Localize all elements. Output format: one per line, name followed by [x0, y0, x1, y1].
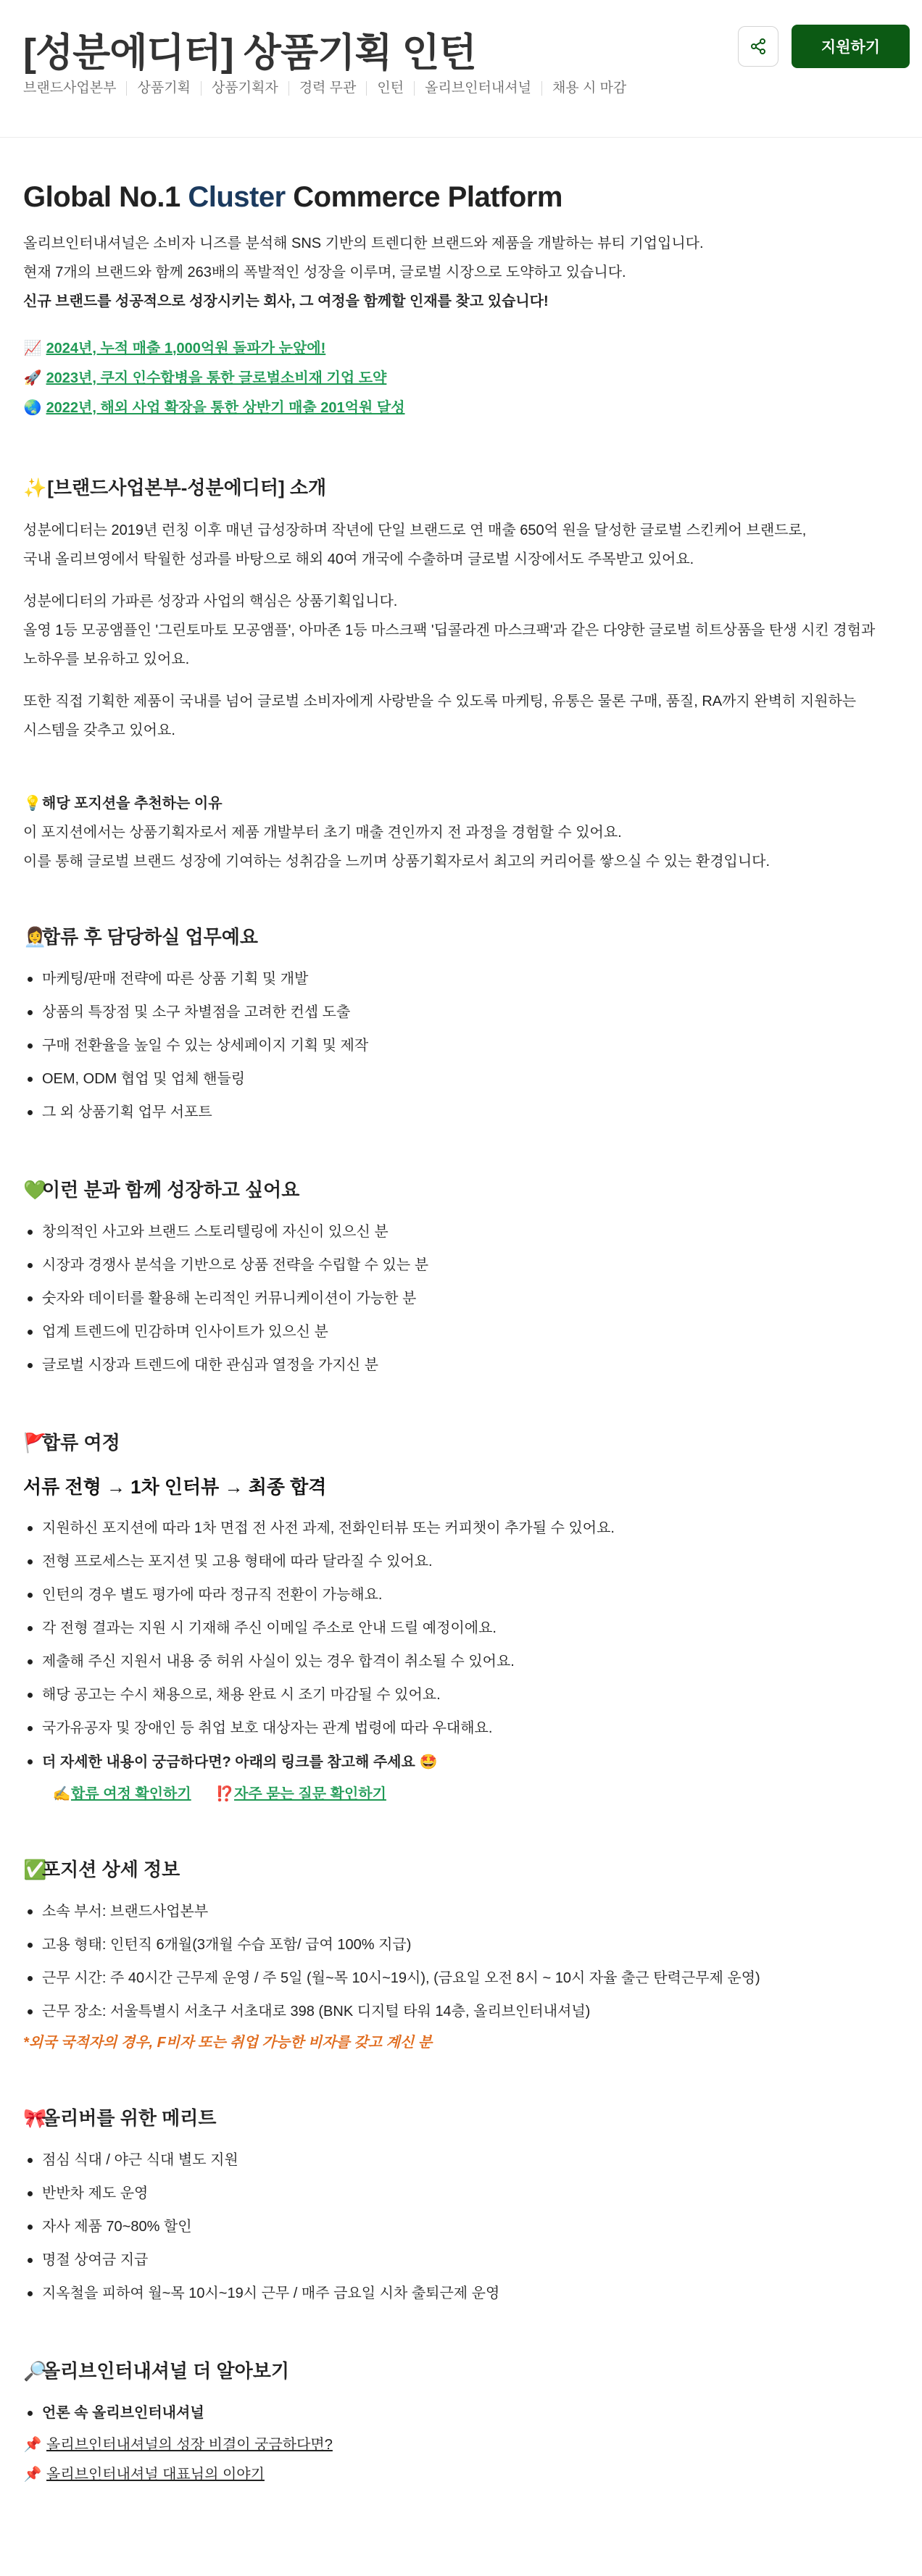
grow-heading: [23, 1175, 900, 1205]
about-text: 시스템을 갖추고 있어요.: [23, 722, 175, 738]
about-text: 또한 직접 기획한 제품이 국내를 넘어 글로벌 소비자에게 사랑받을 수 있도록 마케팅, 유통은 물론 구매, 품질, RA까지 완벽히 지원하는: [23, 693, 857, 709]
recommend-text: 이 포지션에서는 상품기획자로서 제품 개발부터 초기 매출 견인까지 전 과정을 경험할 수 있어요.: [23, 825, 622, 841]
list-item: OEM, ODM 협업 및 업체 핸들링: [23, 1062, 900, 1096]
intro-heading-after: Commerce Platform: [285, 181, 562, 213]
list-item: 글로벌 시장과 트렌드에 대한 관심과 열정을 가지신 분: [23, 1349, 900, 1382]
list-item: 인턴의 경우 별도 평가에 따라 정규직 전환이 가능해요.: [23, 1578, 900, 1612]
list-item: 근무 장소: 서울특별시 서초구 서초대로 398 (BNK 디지털 타워 14층, 올리브인터내셔널): [23, 1995, 900, 2028]
benefits-heading: [23, 2104, 900, 2133]
list-item: 지옥철을 피하여 월~목 10시~19시 근무 / 매주 금요일 시차 출퇴근제 운영: [23, 2277, 900, 2310]
visa-note: *외국 국적자의 경우, F비자 또는 취업 가능한 비자를 갖고 계신 분: [23, 2035, 433, 2051]
list-item: 명절 상여금 지급: [23, 2243, 900, 2277]
list-item: 지원하신 포지션에 따라 1차 면접 전 사전 과제, 전화인터뷰 또는 커피챗이 추가될 수 있어요.: [23, 1512, 900, 1545]
benefits-heading-text: 올리버를 위한 메리트: [42, 2107, 217, 2129]
list-item-bold: [23, 1745, 900, 1779]
intro-heading: [23, 178, 900, 216]
milestone-item: [23, 393, 900, 422]
question-mark-icon: ⁉️: [215, 1785, 234, 1802]
list-item: 전형 프로세스는 포지션 및 고용 형태에 따라 달라질 수 있어요.: [23, 1545, 900, 1578]
milestone-link[interactable]: 2023년, 쿠지 인수합병을 통한 글로벌소비재 기업 도약: [46, 370, 387, 386]
about-heading: [23, 473, 900, 503]
about-paragraph: [23, 516, 900, 574]
list-item: 숫자와 데이터를 활용해 논리적인 커뮤니케이션이 가능한 분: [23, 1282, 900, 1315]
list-item: 해당 공고는 수시 채용으로, 채용 완료 시 조기 마감될 수 있어요.: [23, 1678, 900, 1712]
rocket-icon: 🚀: [23, 369, 42, 386]
list-item: 각 전형 결과는 지원 시 기재해 주신 이메일 주소로 안내 드릴 예정이에요.: [23, 1612, 900, 1645]
grow-heading-text: 이런 분과 함께 성장하고 싶어요: [42, 1179, 300, 1201]
process-link[interactable]: 합류 여정 확인하기: [71, 1786, 191, 1802]
milestone-link[interactable]: 2022년, 해외 사업 확장을 통한 상반기 매출 201억원 달성: [46, 400, 405, 416]
check-icon: ✅: [23, 1859, 47, 1881]
list-item: 점심 식대 / 야근 식대 별도 지원: [23, 2143, 900, 2177]
list-item: 근무 시간: 주 40시간 근무제 운영 / 주 5일 (월~목 10시~19시), (금요일 오전 8시 ~ 10시 자율 출근 탄력근무제 운영): [23, 1962, 900, 1995]
recommend-section: [23, 788, 900, 876]
about-paragraph: [23, 687, 900, 745]
tag-list: [23, 81, 636, 96]
worker-icon: 👩‍💼: [23, 927, 47, 949]
more-link-item: [23, 2459, 900, 2489]
list-item: 구매 전환율을 높일 수 있는 상세페이지 기획 및 제작: [23, 1029, 900, 1062]
share-icon: [749, 38, 767, 55]
intro-line: 현재 7개의 브랜드와 함께 263배의 폭발적인 성장을 이루며, 글로벌 시장으로 도약하고 있습니다.: [23, 264, 626, 280]
list-item: 국가유공자 및 장애인 등 취업 보호 대상자는 관계 법령에 따라 우대해요.: [23, 1712, 900, 1745]
about-text: 국내 올리브영에서 탁월한 성과를 바탕으로 해외 40여 개국에 수출하며 글로벌 시장에서도 주목받고 있어요.: [23, 551, 694, 567]
star-struck-icon: 🤩: [419, 1753, 438, 1770]
writing-hand-icon: ✍️: [52, 1785, 71, 1802]
list-item: 소속 부서: 브랜드사업본부: [23, 1895, 900, 1928]
process-links: [23, 1779, 900, 1809]
more-heading-text: 올리브인터내셔널 더 알아보기: [42, 2360, 289, 2382]
intro-line: 올리브인터내셔널은 소비자 니즈를 분석해 SNS 기반의 트렌디한 브랜드와 제품을 개발하는 뷰티 기업입니다.: [23, 235, 704, 251]
list-item: 시장과 경쟁사 분석을 기반으로 상품 전략을 수립할 수 있는 분: [23, 1249, 900, 1282]
about-text: 노하우를 보유하고 있어요.: [23, 651, 190, 667]
about-heading-text: [브랜드사업본부-성분에디터] 소개: [47, 477, 327, 499]
position-heading: [23, 1855, 900, 1885]
ribbon-icon: 🎀: [23, 2108, 47, 2130]
list-item: 그 외 상품기획 업무 서포트: [23, 1096, 900, 1129]
tag-item: 채용 시 마감: [541, 81, 636, 96]
about-paragraph: [23, 587, 900, 674]
globe-icon: 🌏: [23, 399, 42, 416]
grow-list: [23, 1215, 900, 1382]
recommend-heading-text: 해당 포지션을 추천하는 이유: [42, 796, 223, 812]
about-text: 성분에디터는 2019년 런칭 이후 매년 급성장하며 작년에 단일 브랜드로 연 매출 650억 원을 달성한 글로벌 스킨케어 브랜드로,: [23, 522, 807, 538]
tag-item: 상품기획자: [201, 81, 288, 96]
duties-list: [23, 962, 900, 1129]
share-button[interactable]: [738, 26, 778, 67]
milestone-item: [23, 363, 900, 393]
list-item: 고용 형태: 인턴직 6개월(3개월 수습 포함/ 급여 100% 지급): [23, 1928, 900, 1962]
intro-heading-before: Global No.1: [23, 181, 188, 213]
milestone-link[interactable]: 2024년, 누적 매출 1,000억원 돌파가 눈앞에!: [46, 341, 326, 357]
apply-button[interactable]: 지원하기: [792, 25, 910, 68]
tag-item: 상품기획: [126, 81, 200, 96]
duties-heading-text: 합류 후 담당하실 업무예요: [42, 926, 258, 948]
article-link[interactable]: 올리브인터내셔널 대표님의 이야기: [46, 2467, 265, 2483]
intro-heading-highlight: Cluster: [188, 181, 286, 213]
tag-item: 올리브인터내셔널: [414, 81, 541, 96]
lightbulb-icon: 💡: [23, 794, 42, 812]
benefits-list: [23, 2143, 900, 2310]
tag-item: 브랜드사업본부: [23, 80, 117, 96]
milestone-item: [23, 333, 900, 363]
process-heading: [23, 1428, 900, 1458]
position-heading-text: 포지션 상세 정보: [42, 1859, 180, 1880]
process-steps: 서류 전형 → 1차 인터뷰 → 최종 합격: [23, 1476, 327, 1498]
recommend-heading: [23, 788, 900, 818]
tag-item: 경력 무관: [288, 81, 367, 96]
process-heading-text: 합류 여정: [42, 1432, 120, 1454]
duties-heading: [23, 922, 900, 952]
recommend-text: 이를 통해 글로벌 브랜드 성장에 기여하는 성취감을 느끼며 상품기획자로서 최고의 커리어를 쌓으실 수 있는 환경입니다.: [23, 854, 771, 870]
chart-icon: 📈: [23, 339, 42, 357]
more-heading: [23, 2356, 900, 2386]
flag-icon: 🚩: [23, 1433, 47, 1454]
pin-icon: 📌: [23, 2435, 42, 2453]
page-title: [성분에디터] 상품기획 인턴: [23, 31, 476, 75]
intro-line-bold: 신규 브랜드를 성공적으로 성장시키는 회사, 그 여정을 함께할 인재를 찾고 있습니다!: [23, 293, 549, 309]
more-link-item: [23, 2430, 900, 2459]
list-item: 제출해 주신 지원서 내용 중 허위 사실이 있는 경우 합격이 취소될 수 있어요.: [23, 1645, 900, 1678]
position-list: [23, 1895, 900, 2028]
posting-header: [0, 0, 922, 138]
faq-link[interactable]: 자주 묻는 질문 확인하기: [234, 1786, 386, 1802]
process-more-text: 더 자세한 내용이 궁금하다면? 아래의 링크를 참고해 주세요: [42, 1754, 415, 1770]
list-item: 자사 제품 70~80% 할인: [23, 2210, 900, 2243]
sparkles-icon: ✨: [23, 478, 47, 499]
about-text: 올영 1등 모공앰플인 '그린토마토 모공앰플', 아마존 1등 마스크팩 '딥콜라겐 마스크팩'과 같은 다양한 글로벌 히트상품을 탄생 시킨 경험과: [23, 622, 876, 638]
pin-icon: 📌: [23, 2465, 42, 2483]
list-item: 창의적인 사고와 브랜드 스토리텔링에 자신이 있으신 분: [23, 1215, 900, 1249]
milestone-links: [23, 333, 900, 422]
posting-content: [23, 138, 900, 2489]
magnifier-icon: 🔎: [23, 2361, 47, 2383]
about-text: 성분에디터의 가파른 성장과 사업의 핵심은 상품기획입니다.: [23, 593, 398, 609]
list-item: 업계 트렌드에 민감하며 인사이트가 있으신 분: [23, 1315, 900, 1349]
list-item: 반반차 제도 운영: [23, 2177, 900, 2210]
list-item-bold: 언론 속 올리브인터내셔널: [23, 2396, 900, 2430]
process-list: [23, 1512, 900, 1779]
intro-text: [23, 229, 900, 316]
green-heart-icon: 💚: [23, 1180, 47, 1201]
list-item: 상품의 특장점 및 소구 차별점을 고려한 컨셉 도출: [23, 996, 900, 1029]
more-list: [23, 2396, 900, 2430]
article-link[interactable]: 올리브인터내셔널의 성장 비결이 궁금하다면?: [46, 2437, 333, 2453]
tag-item: 인턴: [366, 81, 414, 96]
list-item: 마케팅/판매 전략에 따른 상품 기획 및 개발: [23, 962, 900, 996]
